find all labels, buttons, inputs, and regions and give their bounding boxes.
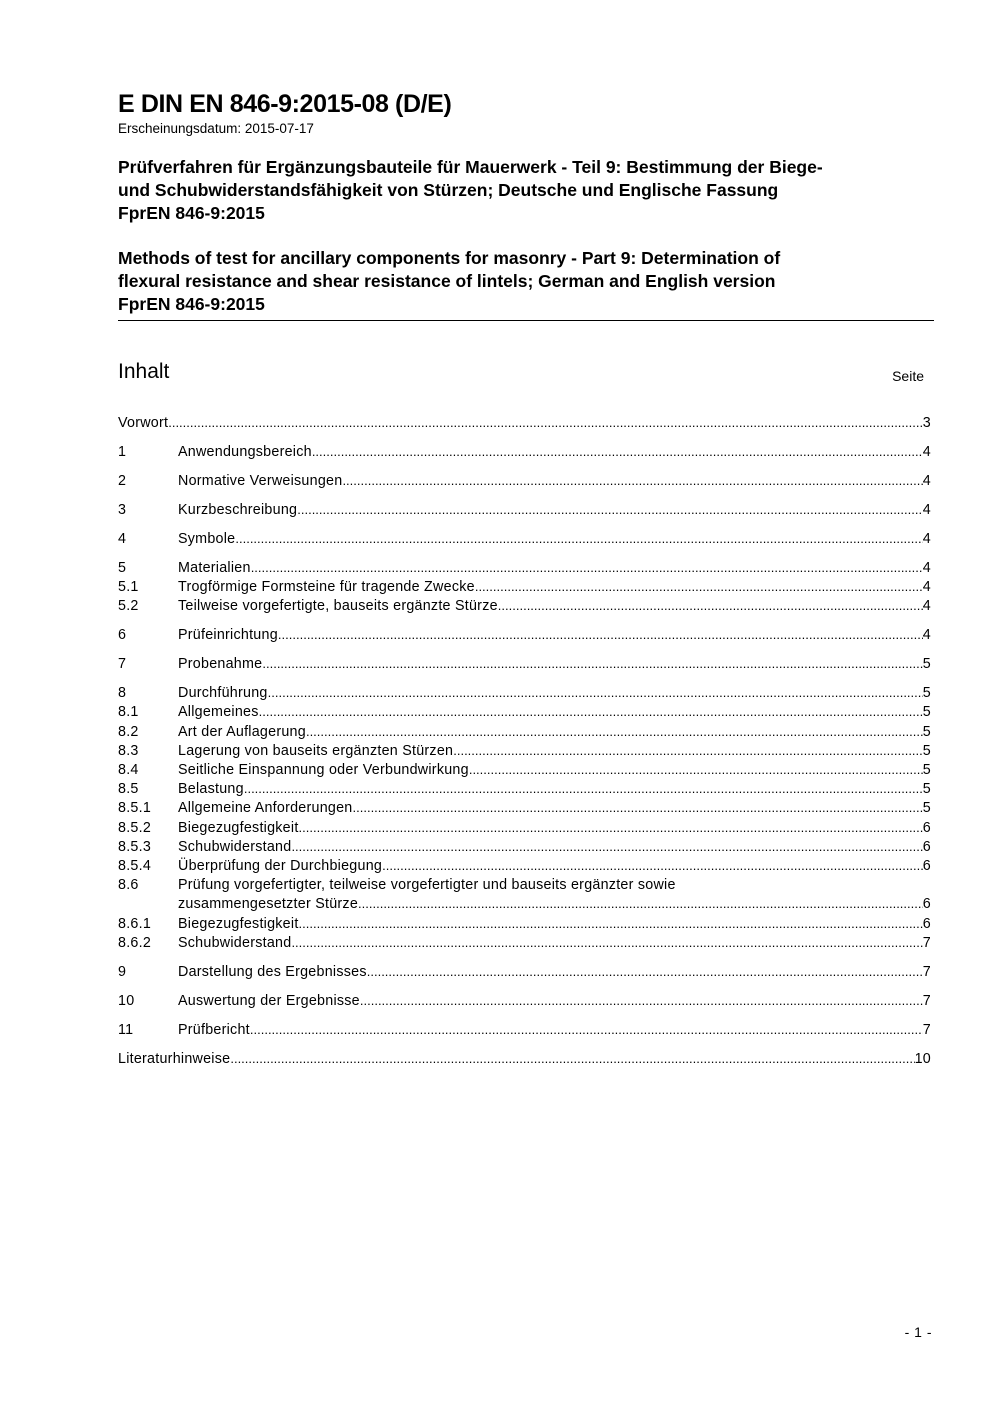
- toc-entry-page: 7: [922, 963, 931, 980]
- toc-entry-number: 8.5.1: [118, 800, 152, 817]
- toc-entry-title: Allgemeine Anforderungen: [178, 800, 353, 817]
- page-number: - 1 -: [904, 1324, 932, 1340]
- toc-entry-number: 8.2: [118, 723, 139, 740]
- toc-dot-leader: [353, 800, 923, 816]
- toc-dot-leader: [251, 560, 923, 576]
- toc-entry-page: 6: [922, 896, 931, 913]
- toc-entry[interactable]: [118, 685, 931, 704]
- title-english-line: flexural resistance and shear resistance of lintels; German and English version: [118, 271, 776, 291]
- toc-entry-number: 3: [118, 501, 127, 518]
- toc-dot-leader: [367, 964, 923, 980]
- toc-heading: Inhalt: [118, 360, 170, 383]
- toc-dot-leader: [291, 935, 922, 951]
- toc-entry-number: 7: [118, 656, 127, 673]
- toc-entry-title: Schubwiderstand: [178, 838, 292, 855]
- toc-entry[interactable]: [118, 656, 931, 675]
- toc-entry-title: Probenahme: [178, 656, 263, 673]
- toc-dot-leader: [342, 473, 922, 489]
- toc-entry-number: 8.5.4: [118, 857, 152, 874]
- toc-entry-title: Art der Auflagerung: [178, 723, 306, 740]
- toc-entry[interactable]: [118, 704, 931, 723]
- toc-dot-leader: [469, 762, 923, 778]
- toc-entry[interactable]: [118, 531, 931, 550]
- toc-dot-leader: [453, 743, 923, 759]
- toc-entry-title: Überprüfung der Durchbiegung: [178, 857, 383, 874]
- toc-entry-title: Teilweise vorgefertigte, bauseits ergänzte Stürze: [178, 598, 498, 615]
- toc-entry-page: 5: [922, 742, 931, 759]
- toc-entry-page: 10: [914, 1050, 931, 1067]
- toc-dot-leader: [259, 704, 923, 720]
- table-of-contents: [118, 415, 931, 1070]
- toc-entry-title: Allgemeines: [178, 704, 259, 721]
- toc-entry[interactable]: [118, 579, 931, 598]
- toc-entry[interactable]: [118, 1051, 931, 1070]
- toc-entry[interactable]: [118, 820, 931, 839]
- toc-dot-leader: [306, 724, 923, 740]
- toc-entry-title: Vorwort: [118, 415, 169, 431]
- toc-entry-page: 3: [922, 415, 931, 431]
- toc-entry[interactable]: [118, 916, 931, 935]
- toc-dot-leader: [475, 579, 923, 595]
- toc-entry[interactable]: [118, 858, 931, 877]
- toc-entry-number: 9: [118, 963, 127, 980]
- toc-entry-page: 4: [922, 472, 931, 489]
- toc-entry-page: 4: [922, 559, 931, 576]
- toc-entry-title: Auswertung der Ergebnisse: [178, 992, 360, 1009]
- toc-entry-title: Anwendungsbereich: [178, 443, 312, 460]
- toc-entry-number: 4: [118, 530, 127, 547]
- toc-entry-continuation[interactable]: [118, 896, 931, 915]
- toc-entry-number: 8.5.2: [118, 819, 152, 836]
- toc-entry-page: 6: [922, 857, 931, 874]
- title-german-line: FprEN 846-9:2015: [118, 203, 265, 223]
- toc-entry-page: 5: [922, 656, 931, 673]
- title-english-line: Methods of test for ancillary components for masonry - Part 9: Determination of: [118, 248, 781, 268]
- title-german: [118, 156, 934, 225]
- toc-entry-title: Prüfeinrichtung: [178, 627, 278, 644]
- toc-dot-leader: [297, 502, 923, 518]
- toc-dot-leader: [262, 656, 922, 672]
- toc-entry-title: Kurzbeschreibung: [178, 501, 298, 518]
- toc-dot-leader: [250, 1022, 923, 1038]
- toc-entry-number: 11: [118, 1021, 134, 1038]
- toc-entry-title: Symbole: [178, 530, 236, 547]
- toc-entry-number: 8.5: [118, 781, 139, 798]
- toc-dot-leader: [278, 627, 923, 643]
- toc-page-column-label: Seite: [892, 368, 924, 384]
- title-german-line: und Schubwiderstandsfähigkeit von Stürzen; Deutsche und Englische Fassung: [118, 180, 779, 200]
- toc-entry-title: Literaturhinweise: [118, 1050, 231, 1067]
- toc-entry-title: Trogförmige Formsteine für tragende Zwecke: [178, 579, 475, 596]
- header-divider: [118, 320, 934, 321]
- toc-entry-number: 6: [118, 627, 127, 644]
- toc-entry-page: 5: [922, 685, 931, 702]
- toc-entry-page: 6: [922, 915, 931, 932]
- toc-entry[interactable]: [118, 724, 931, 743]
- toc-entry-number: 8.6: [118, 877, 139, 894]
- toc-entry-title: Belastung: [178, 781, 244, 798]
- toc-entry-page: 6: [922, 838, 931, 855]
- toc-entry-page: 4: [922, 627, 931, 644]
- document-header: [118, 88, 934, 316]
- toc-entry-title: Darstellung des Ergebnisses: [178, 963, 367, 980]
- toc-entry-number: 1: [118, 443, 127, 460]
- toc-entry-number: 8.6.1: [118, 915, 152, 932]
- toc-entry-title: Normative Verweisungen: [178, 472, 343, 489]
- toc-entry-number: 8.6.2: [118, 934, 152, 951]
- toc-entry[interactable]: [118, 762, 931, 781]
- toc-dot-leader: [299, 820, 923, 836]
- toc-dot-leader: [230, 1051, 914, 1067]
- toc-entry[interactable]: [118, 415, 931, 434]
- toc-dot-leader: [244, 781, 923, 797]
- toc-entry-page: 7: [922, 934, 931, 951]
- toc-entry-page: 4: [922, 443, 931, 460]
- toc-entry-title: Lagerung von bauseits ergänzten Stürzen: [178, 742, 454, 759]
- toc-entry[interactable]: [118, 627, 931, 646]
- toc-entry[interactable]: [118, 560, 931, 579]
- toc-entry[interactable]: [118, 839, 931, 858]
- toc-entry-page: 5: [922, 704, 931, 721]
- toc-entry-title: Schubwiderstand: [178, 934, 292, 951]
- toc-dot-leader: [382, 858, 923, 874]
- toc-entry-number: 5: [118, 559, 127, 576]
- title-english-line: FprEN 846-9:2015: [118, 294, 265, 314]
- toc-dot-leader: [168, 415, 923, 431]
- toc-entry-number: 8: [118, 685, 127, 702]
- toc-dot-leader: [291, 839, 922, 855]
- toc-entry-page: 5: [922, 800, 931, 817]
- toc-dot-leader: [498, 598, 923, 614]
- toc-entry[interactable]: [118, 781, 931, 800]
- toc-entry-page: 4: [922, 598, 931, 615]
- toc-entry-page: 4: [922, 530, 931, 547]
- toc-entry-number: 8.3: [118, 742, 139, 759]
- toc-entry-number: 8.5.3: [118, 838, 152, 855]
- toc-entry-title: Prüfbericht: [178, 1021, 250, 1038]
- toc-entry-title: Prüfung vorgefertigter, teilweise vorgefertigter und bauseits ergänzter sowie: [178, 877, 676, 894]
- toc-entry[interactable]: [118, 473, 931, 492]
- toc-entry[interactable]: [118, 877, 931, 896]
- toc-entry[interactable]: [118, 964, 931, 983]
- toc-entry[interactable]: [118, 743, 931, 762]
- toc-entry-title: Materialien: [178, 559, 251, 576]
- toc-entry-page: 7: [922, 992, 931, 1009]
- toc-entry-title: Biegezugfestigkeit: [178, 819, 299, 836]
- toc-dot-leader: [268, 685, 923, 701]
- toc-entry-page: 7: [922, 1021, 931, 1038]
- toc-entry-title: Biegezugfestigkeit: [178, 915, 299, 932]
- toc-entry-page: 5: [922, 723, 931, 740]
- toc-entry-page: 6: [922, 819, 931, 836]
- title-english: [118, 247, 934, 316]
- toc-dot-leader: [312, 444, 923, 460]
- toc-entry-number: 5.2: [118, 598, 139, 615]
- toc-entry[interactable]: [118, 993, 931, 1012]
- toc-entry-title: Seitliche Einspannung oder Verbundwirkung: [178, 762, 469, 778]
- toc-entry-page: 4: [922, 579, 931, 596]
- toc-entry[interactable]: [118, 598, 931, 617]
- toc-entry-number: 8.4: [118, 762, 139, 778]
- toc-entry[interactable]: [118, 444, 931, 463]
- toc-dot-leader: [235, 531, 922, 547]
- toc-dot-leader: [360, 993, 923, 1009]
- publication-date: Erscheinungsdatum: 2015-07-17: [118, 121, 314, 136]
- toc-entry-title: zusammengesetzter Stürze: [178, 896, 359, 913]
- toc-entry-page: 4: [922, 501, 931, 518]
- document-id: E DIN EN 846-9:2015-08 (D/E): [118, 90, 452, 118]
- title-german-line: Prüfverfahren für Ergänzungsbauteile für Mauerwerk - Teil 9: Bestimmung der Biege-: [118, 157, 823, 177]
- toc-entry-number: 2: [118, 472, 127, 489]
- toc-entry[interactable]: [118, 1022, 931, 1041]
- toc-entry-number: 10: [118, 992, 135, 1009]
- toc-entry-page: 5: [922, 762, 931, 778]
- toc-dot-leader: [299, 916, 923, 932]
- toc-entry[interactable]: [118, 502, 931, 521]
- toc-dot-leader: [358, 896, 923, 912]
- toc-entry[interactable]: [118, 800, 931, 819]
- toc-entry-page: 5: [922, 781, 931, 798]
- toc-entry-number: 8.1: [118, 704, 139, 721]
- toc-entry-title: Durchführung: [178, 685, 268, 702]
- toc-entry[interactable]: [118, 935, 931, 954]
- toc-entry-number: 5.1: [118, 579, 139, 596]
